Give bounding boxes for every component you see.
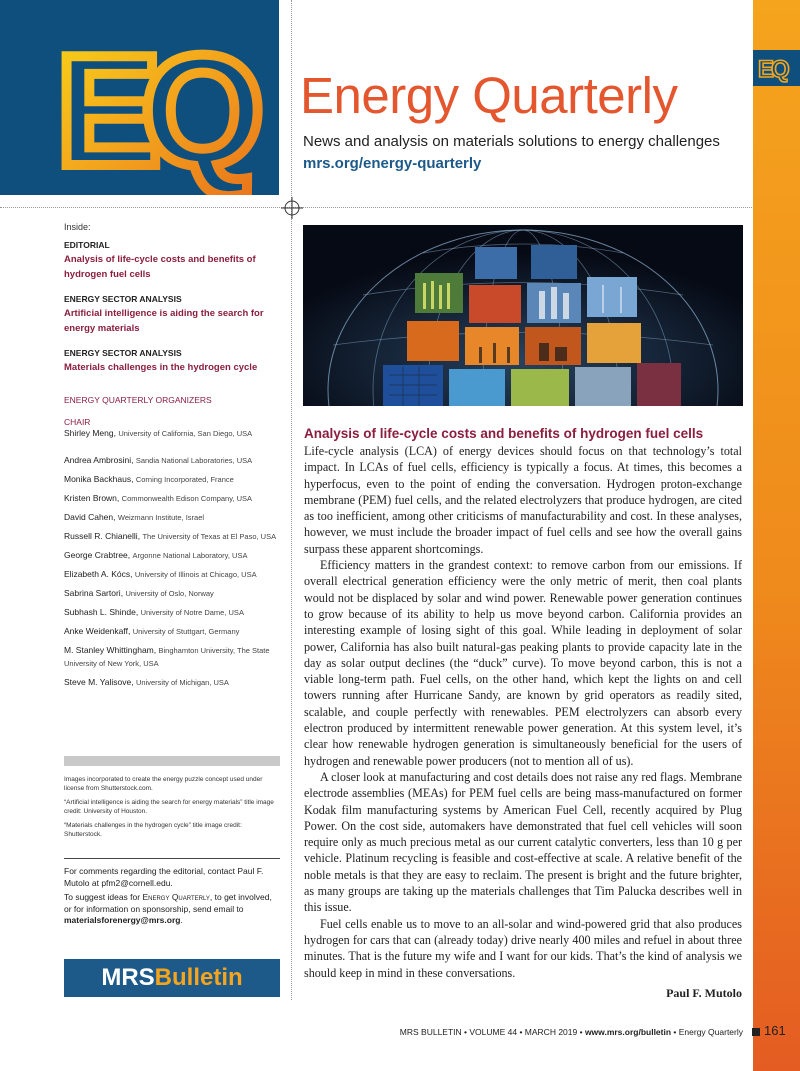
sidebar <box>64 222 280 695</box>
person-name: Monika Backhaus, <box>64 474 134 484</box>
image-credits <box>64 775 280 844</box>
header-divider <box>0 207 752 208</box>
sponsorship-email-link[interactable]: materialsforenergy@mrs.org <box>64 915 181 925</box>
article-author: Paul F. Mutolo <box>666 986 742 1000</box>
eq-logo-letters: EQ <box>56 23 245 195</box>
side-tab-letters: EQ <box>758 56 787 83</box>
person-name: George Crabtree, <box>64 550 131 560</box>
person-affiliation: Corning Incorporated, France <box>135 475 234 484</box>
article-paragraph: Life-cycle analysis (LCA) of energy devices should focus on that technology’s total impact. In LCAs of fuel cells, efficiency is typically a focus. At times, this becomes a hyperfocus, even to the point of ending the conversation. Hydrogen proton-exchange membrane (PEM) fuel cells, and the related electrolyzers that produce hydrogen, are cited as too inefficient, among other criticisms of manufacturability and cost. In these analyses, however, we must include the broader impact of fuel cells and see how the overall gains surpass these apparent shortcomings. <box>304 444 742 556</box>
person-affiliation: University of Oslo, Norway <box>125 589 214 598</box>
person-name: Shirley Meng, <box>64 428 116 438</box>
person-name: Elizabeth A. Kócs, <box>64 569 133 579</box>
person-affiliation: University of Michigan, USA <box>135 678 229 687</box>
footer-journal: MRS BULLETIN <box>399 1027 462 1037</box>
credit-line: “Artificial intelligence is aiding the search for energy materials” title image credit: University of Houston. <box>64 799 274 815</box>
energy-quarterly-link[interactable]: mrs.org/energy-quarterly <box>303 155 482 172</box>
section-link[interactable]: Artificial intelligence is aiding the search for energy materials <box>64 308 264 334</box>
person-affiliation: University of Stuttgart, Germany <box>132 627 240 636</box>
footer-section: Energy Quarterly <box>678 1027 743 1037</box>
inside-label: Inside: <box>64 222 91 232</box>
organizer-entry <box>64 549 280 562</box>
eq-logo-block <box>0 0 279 195</box>
organizer-entry <box>64 511 280 524</box>
article-paragraph: A closer look at manufacturing and cost details does not raise any red flags. Membrane electrode assemblies (MEAs) for PEM fuel cells are being mass-manufactured on former Kodak film manufacturing systems by American Fuel Cell, recently acquired by Plug Power. On the cost side, automakers have demonstrated that fuel cell vehicles will soon require only as much precious metal as our current catalytic converters, less than 10 g per vehicle. Platinum recycling is feasible and cost-effective at scale. A relative benefit of the noble metals is that they are easy to reclaim. The present is bright and the future brighter, as many groups are taking up the materials challenges that Tim Palucka describes well in this issue. <box>304 769 742 915</box>
organizer-entry <box>64 587 280 600</box>
organizer-entry <box>64 644 280 670</box>
organizer-entry <box>64 492 280 505</box>
person-affiliation: University of Illinois at Chicago, USA <box>134 570 257 579</box>
mrs-bulletin-logo: MRSBulletin <box>64 959 280 997</box>
crosshair-icon <box>281 197 303 219</box>
contact-editorial: For comments regarding the editorial, contact Paul F. Mutolo at pfm2@cornell.edu. <box>64 866 264 888</box>
person-affiliation: Argonne National Laboratory, USA <box>132 551 248 560</box>
person-name: Sabrina Sartori, <box>64 588 124 598</box>
section-label: ENERGY SECTOR ANALYSIS <box>64 348 182 358</box>
article-paragraph: Efficiency matters in the grandest context: to remove carbon from our emissions. If overall electrical generation efficiency were the only metric of merit, then coal plants would not be displaced by solar and wind power. Renewable power generation continues to grow because of its ability to help us move beyond carbon. California provides an interesting example of losing sight of this goal. While leading in deployment of solar power, California has also built natural-gas peaking plants to provide capacity late in the day as solar output declines (the “duck” curve). To move beyond carbon, this is not a viable long-term path. Fuel cells, on the other hand, which kept the lights on and cell towers running after Hurricane Sandy, are known by grid operators as readily sited, scalable, and couple perfectly with renewables. PEM electrolyzers can absorb every electron produced by intermittent renewable power generation. At this system level, it’s clear how renewable hydrogen generation is simultaneously beneficial for the users of hydrogen and renewable power producers (not to mention all of us). <box>304 558 742 768</box>
footer-site-link[interactable]: www.mrs.org/bulletin <box>584 1027 672 1037</box>
eq-logo <box>0 0 279 195</box>
footer-volume: VOLUME 44 <box>469 1027 518 1037</box>
person-affiliation: University of California, San Diego, USA <box>118 429 253 438</box>
article-body <box>304 443 742 981</box>
person-name: Kristen Brown, <box>64 493 120 503</box>
page-title: Energy Quarterly <box>300 67 678 124</box>
organizer-entry <box>64 568 280 581</box>
footer-date: MARCH 2019 <box>524 1027 578 1037</box>
contact-divider <box>64 858 280 859</box>
page-number: 161 <box>752 1023 800 1038</box>
sidebar-divider-bar <box>64 756 280 766</box>
page-tagline: News and analysis on materials solutions to energy challenges <box>303 133 720 150</box>
organizer-entry <box>64 530 280 543</box>
organizers-heading: ENERGY QUARTERLY ORGANIZERS <box>64 395 212 405</box>
organizer-entry <box>64 473 280 486</box>
person-affiliation: The University of Texas at El Paso, USA <box>142 532 277 541</box>
page-marker-icon <box>752 1028 760 1036</box>
person-name: David Cahen, <box>64 512 116 522</box>
credit-line: Images incorporated to create the energy puzzle concept used under license from Shutterstock.com. <box>64 776 263 792</box>
hero-puzzle-globe-image <box>303 225 743 406</box>
person-affiliation: Commonwealth Edison Company, USA <box>121 494 252 503</box>
side-tab-logo <box>753 50 800 86</box>
article-paragraph: Fuel cells enable us to move to an all-solar and wind-powered grid that also produces hydrogen for cars that can (already today) drive nearly 400 miles and refuel in about three minutes. That is the future my wife and I want for our kids. That’s the kind of analysis we should keep in mind in these conversations. <box>304 916 742 980</box>
person-name: Russell R. Chianelli, <box>64 531 141 541</box>
organizer-entry <box>64 454 280 467</box>
person-name: Andrea Ambrosini, <box>64 455 134 465</box>
article-title: Analysis of life-cycle costs and benefits of hydrogen fuel cells <box>304 426 704 441</box>
contact-suggest: To suggest ideas for Energy Quarterly, to get involved, or for information on sponsorship, send email to materialsforenergy@mrs.org. <box>64 892 272 925</box>
organizer-entry <box>64 676 280 689</box>
contact-info <box>64 866 280 930</box>
credit-line: “Materials challenges in the hydrogen cycle” title image credit: Shutterstock. <box>64 822 242 838</box>
organizer-entry <box>64 606 280 619</box>
column-divider <box>291 0 292 1000</box>
organizer-entry <box>64 625 280 638</box>
person-name: Subhash L. Shinde, <box>64 607 139 617</box>
person-affiliation: Binghamton University, The State University of New York, USA <box>64 646 270 668</box>
person-name: M. Stanley Whittingham, <box>64 645 157 655</box>
side-tab <box>753 50 800 86</box>
person-affiliation: Sandia National Laboratories, USA <box>135 456 253 465</box>
person-name: Anke Weidenkaff, <box>64 626 131 636</box>
chair-entry <box>64 427 280 440</box>
section-link[interactable]: Materials challenges in the hydrogen cycle <box>64 362 258 373</box>
section-label: EDITORIAL <box>64 240 110 250</box>
side-strip <box>753 0 800 1071</box>
page-footer: MRS BULLETIN • VOLUME 44 • MARCH 2019 • www.mrs.org/bulletin • Energy Quarterly <box>399 1027 743 1037</box>
person-affiliation: Weizmann Institute, Israel <box>117 513 205 522</box>
section-label: ENERGY SECTOR ANALYSIS <box>64 294 182 304</box>
chair-label: CHAIR <box>64 417 91 427</box>
person-name: Steve M. Yalisove, <box>64 677 134 687</box>
section-link[interactable]: Analysis of life-cycle costs and benefits of hydrogen fuel cells <box>64 254 256 280</box>
person-affiliation: University of Notre Dame, USA <box>140 608 244 617</box>
